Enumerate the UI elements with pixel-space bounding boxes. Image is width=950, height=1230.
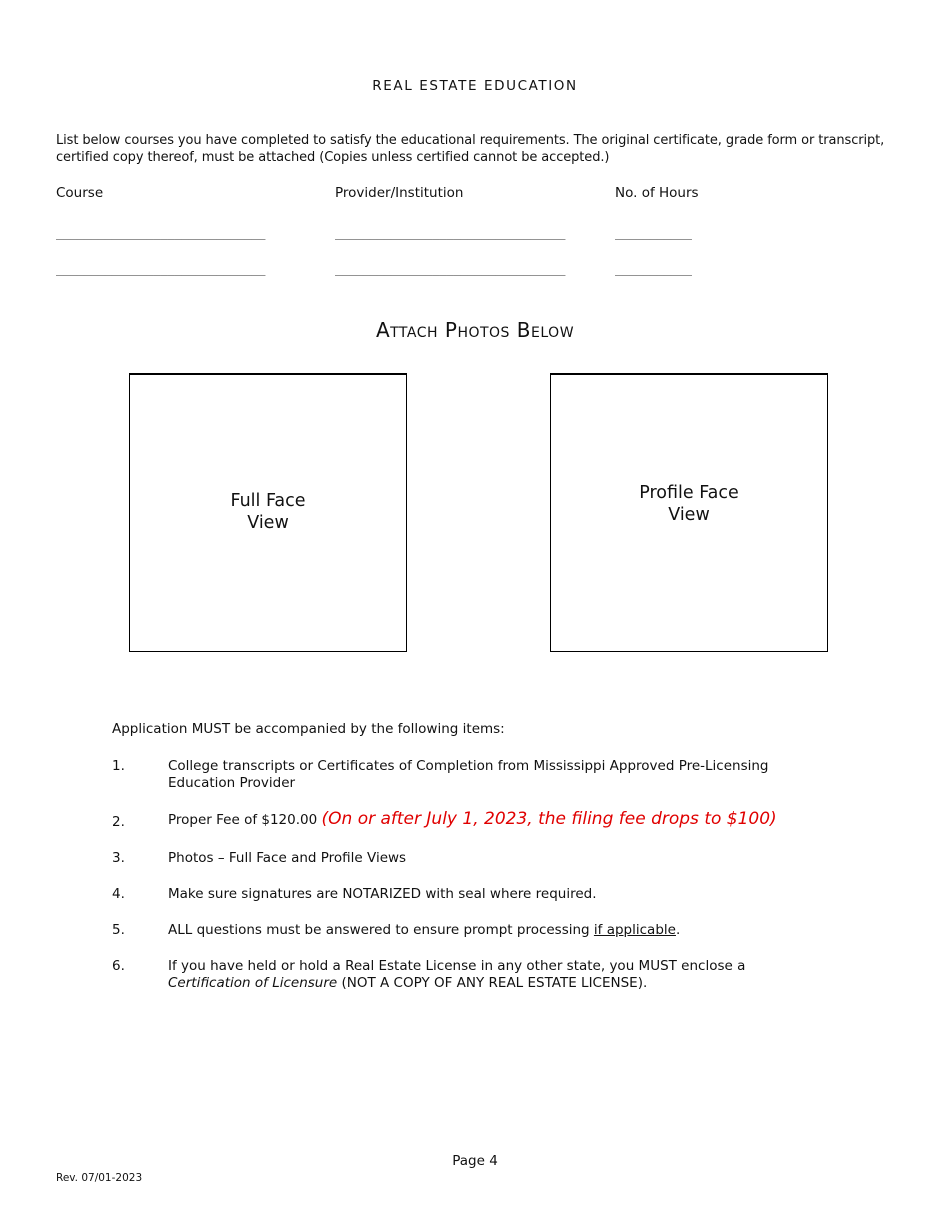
requirement-text: Proper Fee of $120.00	[168, 812, 318, 828]
provider-column-header: Provider/Institution	[335, 185, 464, 201]
requirement-text: Photos – Full Face and Profile Views	[168, 850, 407, 866]
hours-column-header: No. of Hours	[615, 185, 699, 201]
requirement-text-end: .	[675, 922, 681, 938]
requirement-number: 2.	[112, 814, 125, 830]
section-title: REAL ESTATE EDUCATION	[372, 78, 578, 94]
revision-date: Rev. 07/01-2023	[56, 1172, 143, 1184]
course-column-header: Course	[56, 185, 104, 201]
full-face-label-line2: View	[247, 513, 289, 533]
fee-change-note: (On or after July 1, 2023, the filing fee drops to $100)	[321, 809, 777, 829]
intro-text: List below courses you have completed to satisfy the educational requirements. The original certificate, grade form or transcript, certified copy thereof, must be attached (Copies unless certified cannot be accepted.)	[56, 133, 885, 165]
hours-blank-2[interactable]: ___________	[615, 262, 692, 276]
requirement-number: 5.	[112, 922, 125, 938]
profile-face-label-line2: View	[668, 505, 710, 525]
requirement-number: 3.	[112, 850, 125, 866]
course-blank-1[interactable]: ______________________________	[56, 226, 266, 240]
course-blank-2[interactable]: ______________________________	[56, 262, 266, 276]
profile-face-photo-box[interactable]	[550, 373, 828, 652]
requirement-number: 4.	[112, 886, 125, 902]
requirements-intro: Application MUST be accompanied by the following items:	[112, 721, 505, 737]
requirement-number: 6.	[112, 958, 125, 974]
profile-face-label-line1: Profile Face	[639, 483, 739, 503]
provider-blank-2[interactable]: _________________________________	[335, 262, 566, 276]
requirement-text-end: (NOT A COPY OF ANY REAL ESTATE LICENSE).	[337, 975, 648, 991]
requirement-text: ALL questions must be answered to ensure prompt processing	[168, 922, 590, 938]
requirement-text: If you have held or hold a Real Estate License in any other state, you MUST enclose a	[168, 958, 746, 974]
hours-blank-1[interactable]: ___________	[615, 226, 692, 240]
photos-heading: Attach Photos Below	[375, 318, 575, 342]
full-face-photo-box[interactable]	[129, 373, 407, 652]
page-number: Page 4	[452, 1153, 498, 1169]
provider-blank-1[interactable]: _________________________________	[335, 226, 566, 240]
full-face-label-line1: Full Face	[230, 491, 306, 511]
requirement-text: Make sure signatures are NOTARIZED with seal where required.	[168, 886, 597, 902]
requirement-text: College transcripts or Certificates of Completion from Mississippi Approved Pre-Licensing Education Provider	[168, 758, 769, 791]
certification-of-licensure-text: Certification of Licensure	[168, 975, 338, 991]
requirement-number: 1.	[112, 758, 125, 774]
if-applicable-text: if applicable	[593, 922, 676, 938]
